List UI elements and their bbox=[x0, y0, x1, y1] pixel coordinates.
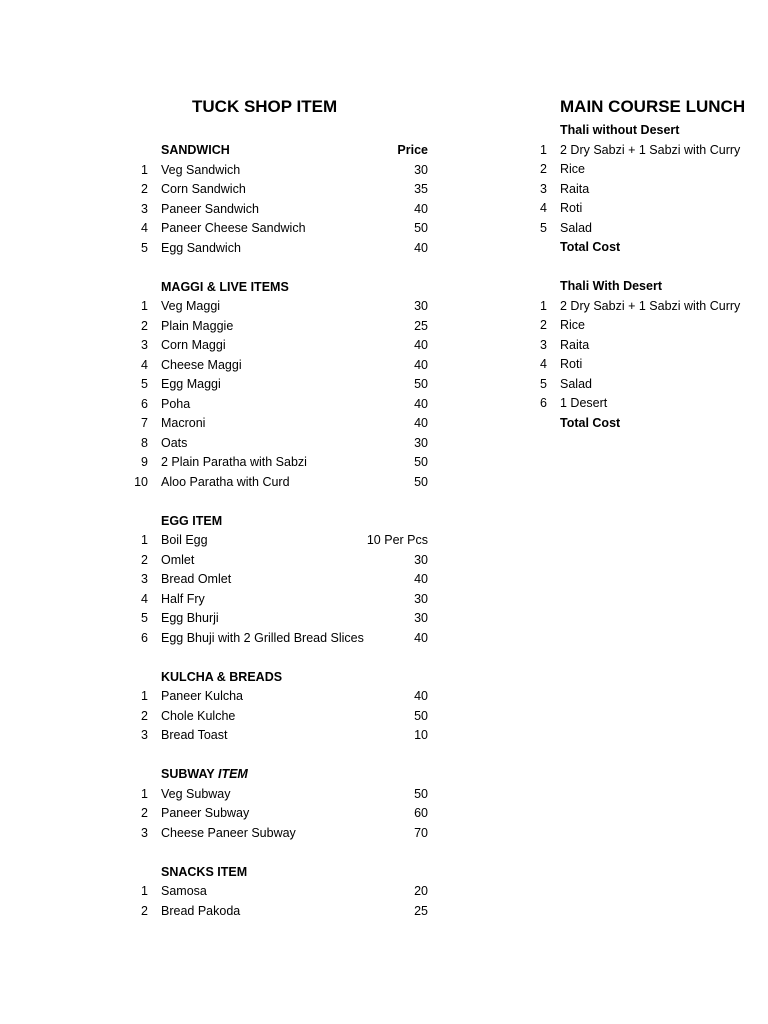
menu-item-row bbox=[124, 609, 444, 629]
menu-item-row bbox=[124, 414, 444, 434]
item-price: 40 bbox=[414, 201, 428, 216]
item-price: 25 bbox=[414, 318, 428, 333]
item-number: 2 bbox=[540, 162, 547, 176]
menu-item-row bbox=[124, 375, 444, 395]
menu-item-row bbox=[124, 570, 444, 590]
item-price: 30 bbox=[414, 162, 428, 177]
item-number: 6 bbox=[141, 630, 148, 645]
item-number: 3 bbox=[540, 337, 547, 352]
item-price: 40 bbox=[414, 572, 428, 586]
item-name: Chole Kulche bbox=[161, 708, 236, 723]
item-number: 7 bbox=[141, 416, 148, 430]
thali-header bbox=[522, 277, 762, 297]
total-cost-row bbox=[522, 414, 762, 434]
item-number: 5 bbox=[141, 377, 148, 391]
section-spacer bbox=[124, 746, 444, 766]
item-price: 30 bbox=[414, 299, 428, 313]
item-number: 1 bbox=[540, 142, 547, 157]
item-price: 40 bbox=[414, 396, 428, 411]
menu-item-row bbox=[124, 590, 444, 610]
item-name: 2 Plain Paratha with Sabzi bbox=[161, 455, 307, 469]
menu-item-row bbox=[124, 531, 444, 551]
menu-item-row bbox=[124, 687, 444, 707]
item-name: Raita bbox=[560, 337, 590, 352]
main-course-title: MAIN COURSE LUNCH bbox=[560, 97, 746, 116]
item-number: 8 bbox=[141, 435, 148, 450]
item-name: Egg Maggi bbox=[161, 377, 221, 391]
item-number: 3 bbox=[141, 728, 148, 742]
item-number: 2 bbox=[141, 806, 148, 820]
item-name: Roti bbox=[560, 357, 583, 371]
menu-item-row bbox=[124, 219, 444, 239]
item-name: Egg Bhurji bbox=[161, 611, 219, 625]
item-number: 5 bbox=[141, 611, 148, 625]
item-name: Half Fry bbox=[161, 591, 205, 606]
item-name: Salad bbox=[560, 376, 592, 391]
item-number: 2 bbox=[141, 903, 148, 918]
item-number: 2 bbox=[540, 318, 547, 332]
section-title-text: EGG ITEM bbox=[161, 513, 223, 528]
item-price: 25 bbox=[414, 903, 428, 918]
thali-item-row bbox=[522, 141, 762, 161]
item-name: Macroni bbox=[161, 416, 206, 430]
menu-item-row bbox=[124, 317, 444, 337]
item-name: Salad bbox=[560, 220, 592, 235]
section-title bbox=[161, 765, 248, 785]
item-number: 1 bbox=[141, 533, 148, 547]
item-name: Cheese Paneer Subway bbox=[161, 825, 296, 840]
item-name: 2 Dry Sabzi + 1 Sabzi with Curry bbox=[560, 298, 741, 313]
total-cost-label: Total Cost bbox=[560, 415, 621, 430]
item-price: 50 bbox=[414, 221, 428, 235]
thali-item-row bbox=[522, 394, 762, 414]
section-title bbox=[161, 278, 289, 298]
item-name: Egg Sandwich bbox=[161, 240, 241, 255]
menu-item-row bbox=[124, 551, 444, 571]
item-name: Poha bbox=[161, 396, 191, 411]
item-price: 30 bbox=[414, 435, 428, 450]
item-name: Bread Toast bbox=[161, 728, 228, 742]
item-price: 50 bbox=[414, 786, 428, 801]
item-number: 3 bbox=[141, 825, 148, 840]
section-title-text: SNACKS ITEM bbox=[161, 864, 248, 879]
item-number: 1 bbox=[141, 786, 148, 801]
thali-item-row bbox=[522, 316, 762, 336]
item-number: 3 bbox=[141, 338, 148, 352]
item-number: 5 bbox=[141, 240, 148, 255]
item-number: 6 bbox=[540, 396, 547, 410]
thali-item-row bbox=[522, 297, 762, 317]
item-price: 50 bbox=[414, 708, 428, 723]
item-name: Bread Omlet bbox=[161, 572, 232, 586]
item-name: 1 Desert bbox=[560, 396, 608, 410]
item-number: 1 bbox=[141, 162, 148, 177]
menu-item-row bbox=[124, 629, 444, 649]
item-number: 2 bbox=[141, 708, 148, 723]
item-price: 40 bbox=[414, 338, 428, 352]
item-price: 40 bbox=[414, 357, 428, 372]
thali-item-row bbox=[522, 199, 762, 219]
price-column-header: Price bbox=[397, 143, 428, 157]
item-price: 10 Per Pcs bbox=[366, 533, 428, 547]
section-title bbox=[161, 141, 230, 161]
item-price: 50 bbox=[414, 455, 428, 469]
menu-item-row bbox=[124, 200, 444, 220]
menu-item-row bbox=[124, 804, 444, 824]
item-name: Corn Maggi bbox=[161, 338, 226, 352]
item-name: Cheese Maggi bbox=[161, 357, 242, 372]
section-header bbox=[124, 863, 444, 883]
item-number: 5 bbox=[540, 220, 547, 235]
item-name: Corn Sandwich bbox=[161, 182, 246, 196]
section-title-suffix: ITEM bbox=[217, 767, 248, 781]
item-price: 60 bbox=[414, 806, 428, 820]
item-name: Paneer Subway bbox=[161, 806, 250, 820]
menu-item-row bbox=[124, 395, 444, 415]
item-number: 3 bbox=[540, 181, 547, 196]
item-price: 70 bbox=[414, 825, 428, 840]
menu-item-row bbox=[124, 356, 444, 376]
item-price: 40 bbox=[414, 240, 428, 255]
menu-item-row bbox=[124, 473, 444, 493]
section-header bbox=[124, 512, 444, 532]
menu-item-row bbox=[124, 180, 444, 200]
total-cost-row bbox=[522, 238, 762, 258]
section-spacer bbox=[124, 258, 444, 278]
section-spacer bbox=[124, 648, 444, 668]
item-price: 50 bbox=[414, 377, 428, 391]
section-title-text: KULCHA & BREADS bbox=[161, 669, 283, 684]
menu-item-row bbox=[124, 336, 444, 356]
menu-item-row bbox=[124, 882, 444, 902]
item-number: 4 bbox=[540, 201, 547, 215]
item-price: 40 bbox=[414, 416, 428, 430]
section-spacer bbox=[124, 492, 444, 512]
item-name: Oats bbox=[161, 435, 188, 450]
section-title bbox=[161, 668, 282, 688]
item-name: Egg Bhuji with 2 Grilled Bread Slices bbox=[161, 630, 364, 645]
section-title-text: MAGGI & LIVE ITEMS bbox=[161, 279, 289, 294]
item-number: 1 bbox=[141, 299, 148, 313]
item-number: 4 bbox=[141, 221, 148, 235]
menu-item-row bbox=[124, 434, 444, 454]
item-name: Plain Maggie bbox=[161, 318, 234, 333]
thali-header bbox=[522, 121, 762, 141]
item-name: Roti bbox=[560, 201, 583, 215]
menu-item-row bbox=[124, 824, 444, 844]
thali-item-row bbox=[522, 180, 762, 200]
item-name: 2 Dry Sabzi + 1 Sabzi with Curry bbox=[560, 142, 741, 157]
menu-item-row bbox=[124, 726, 444, 746]
item-number: 4 bbox=[141, 357, 148, 372]
thali-item-row bbox=[522, 160, 762, 180]
section-title-text: SUBWAY bbox=[161, 767, 215, 781]
item-price: 30 bbox=[414, 591, 428, 606]
thali-item-row bbox=[522, 336, 762, 356]
main-course-menu bbox=[522, 121, 762, 433]
tuck-shop-title: TUCK SHOP ITEM bbox=[192, 97, 338, 116]
item-name: Boil Egg bbox=[161, 533, 208, 547]
thali-item-row bbox=[522, 219, 762, 239]
item-name: Paneer Kulcha bbox=[161, 689, 244, 703]
item-name: Bread Pakoda bbox=[161, 903, 241, 918]
item-number: 1 bbox=[540, 298, 547, 313]
item-name: Raita bbox=[560, 181, 590, 196]
item-number: 2 bbox=[141, 552, 148, 567]
section-title bbox=[161, 863, 247, 883]
menu-item-row bbox=[124, 239, 444, 259]
item-name: Rice bbox=[560, 162, 586, 176]
section-title-text: SANDWICH bbox=[161, 143, 230, 157]
item-name: Rice bbox=[560, 318, 586, 332]
item-name: Paneer Sandwich bbox=[161, 201, 259, 216]
item-name: Omlet bbox=[161, 552, 195, 567]
thali-title: Thali With Desert bbox=[560, 279, 662, 293]
section-header bbox=[124, 668, 444, 688]
menu-item-row bbox=[124, 785, 444, 805]
item-number: 3 bbox=[141, 201, 148, 216]
item-price: 40 bbox=[414, 630, 428, 645]
menu-item-row bbox=[124, 902, 444, 922]
tuck-shop-menu bbox=[124, 141, 444, 921]
item-number: 2 bbox=[141, 318, 148, 333]
menu-item-row bbox=[124, 297, 444, 317]
item-name: Veg Sandwich bbox=[161, 162, 241, 177]
item-price: 40 bbox=[414, 689, 428, 703]
section-title bbox=[161, 512, 222, 532]
menu-item-row bbox=[124, 161, 444, 181]
item-number: 1 bbox=[141, 884, 148, 898]
item-number: 3 bbox=[141, 572, 148, 586]
menu-item-row bbox=[124, 453, 444, 473]
item-price: 30 bbox=[414, 552, 428, 567]
thali-item-row bbox=[522, 375, 762, 395]
item-number: 10 bbox=[134, 474, 148, 489]
item-name: Aloo Paratha with Curd bbox=[161, 474, 290, 489]
item-price: 35 bbox=[414, 182, 428, 196]
menu-item-row bbox=[124, 707, 444, 727]
section-header bbox=[124, 765, 444, 785]
section-header bbox=[124, 141, 444, 161]
item-number: 9 bbox=[141, 455, 148, 469]
item-number: 4 bbox=[540, 357, 547, 371]
item-price: 30 bbox=[414, 611, 428, 625]
section-spacer bbox=[522, 258, 762, 278]
item-number: 5 bbox=[540, 376, 547, 391]
item-number: 4 bbox=[141, 591, 148, 606]
thali-title: Thali without Desert bbox=[560, 123, 680, 137]
section-spacer bbox=[124, 843, 444, 863]
thali-item-row bbox=[522, 355, 762, 375]
item-price: 50 bbox=[414, 474, 428, 489]
item-price: 10 bbox=[414, 728, 428, 742]
section-header bbox=[124, 278, 444, 298]
total-cost-label: Total Cost bbox=[560, 240, 621, 254]
item-name: Veg Maggi bbox=[161, 299, 221, 313]
item-name: Veg Subway bbox=[161, 786, 231, 801]
item-name: Samosa bbox=[161, 884, 207, 898]
item-number: 1 bbox=[141, 689, 148, 703]
item-number: 2 bbox=[141, 182, 148, 196]
item-number: 6 bbox=[141, 396, 148, 411]
item-name: Paneer Cheese Sandwich bbox=[161, 221, 306, 235]
item-price: 20 bbox=[414, 884, 428, 898]
